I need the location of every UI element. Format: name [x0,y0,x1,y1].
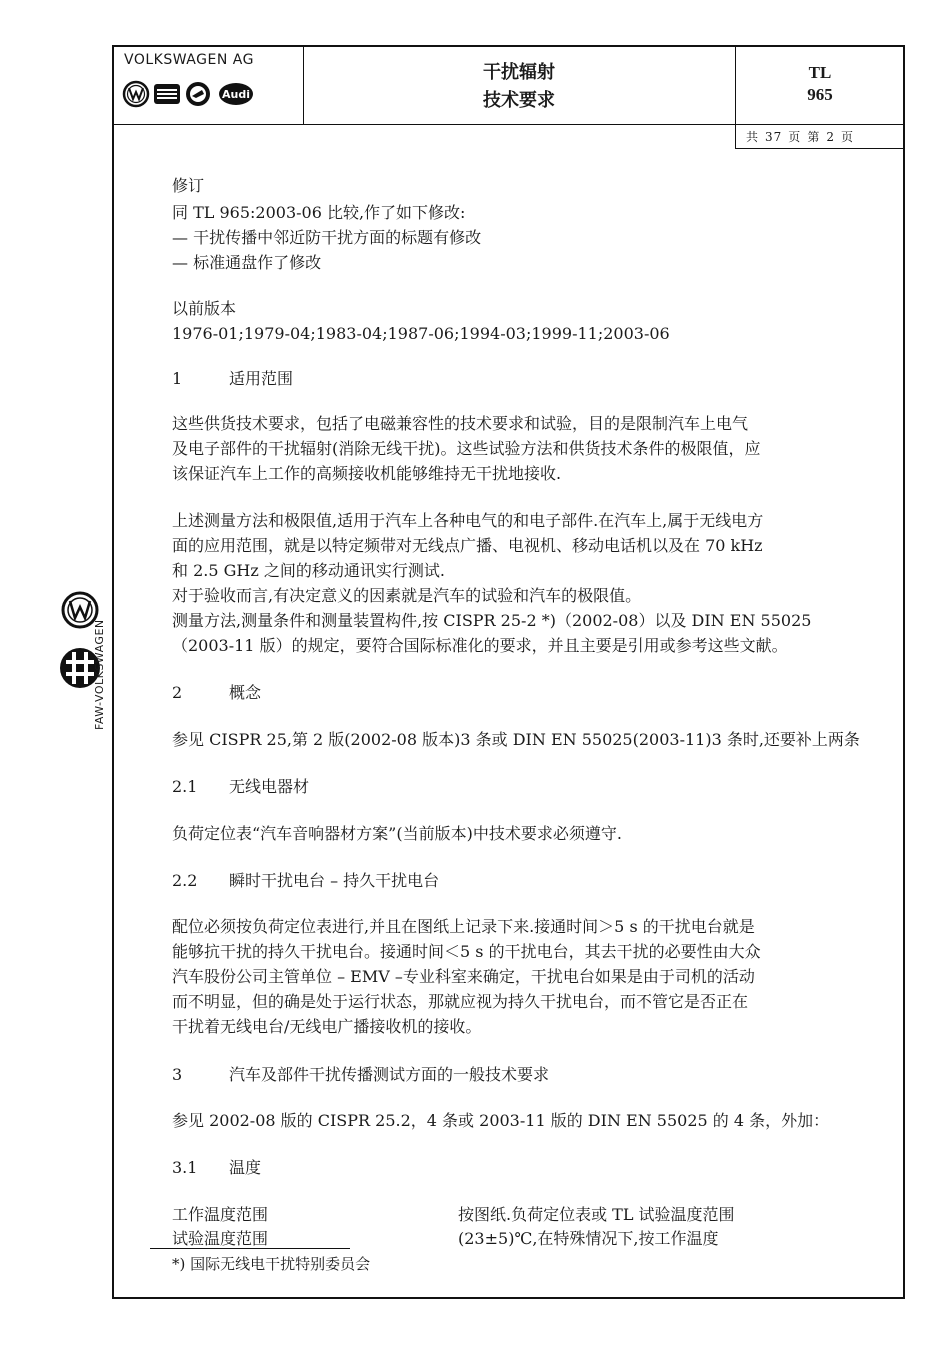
section-3-1-heading [172,1156,261,1179]
temperature-value: 按图纸.负荷定位表或 TL 试验温度范围 [458,1205,735,1224]
standard-code: TL [808,63,832,82]
section-number: 2.2 [172,871,198,890]
revision-intro: 同 TL 965:2003-06 比较,作了如下修改: [172,203,466,222]
page-current-label: 第 [807,130,821,144]
section-number: 3 [172,1065,183,1084]
section-title: 无线电器材 [229,777,310,796]
paragraph-line: （2003-11 版）的规定，要符合国际标准化的要求，并且主要是引用或参考这些文献。 [172,636,788,655]
vw-logo-icon [124,82,148,106]
paragraph-line: 参见 CISPR 25,第 2 版(2002-08 版本)3 条或 DIN EN 55025(2003-11)3 条时,还要补上两条 [172,730,860,749]
section-title: 汽车及部件干扰传播测试方面的一般技术要求 [229,1065,550,1084]
section-number: 2.1 [172,777,198,796]
standard-number: 965 [807,85,833,104]
paragraph-line: 参见 2002-08 版的 CISPR 25.2，4 条或 2003-11 版的 DIN EN 55025 的 4 条，外加： [172,1111,830,1130]
paragraph-line: 对于验收而言,有决定意义的因素就是汽车的试验和汽车的极限值。 [172,586,642,605]
page-total-label: 共 [746,130,760,144]
previous-versions: 1976-01;1979-04;1983-04;1987-06;1994-03;1999-11;2003-06 [172,324,670,343]
previous-heading: 以前版本 [172,299,237,318]
temperature-label: 试验温度范围 [172,1229,269,1248]
section-number: 3.1 [172,1158,198,1177]
page-info [746,128,860,145]
paragraph-line: 干扰着无线电台/无线电广播接收机的接收。 [172,1017,482,1036]
temperature-row [172,1227,719,1250]
temperature-label: 工作温度范围 [172,1205,269,1224]
footnote-rule [150,1248,350,1249]
section-number: 2 [172,683,183,702]
paragraph-line: 配位必须按负荷定位表进行,并且在图纸上记录下来.接通时间＞5 s 的干扰电台就是 [172,917,755,936]
paragraph-line: 和 2.5 GHz 之间的移动通讯实行测试. [172,561,445,580]
header-divider [112,124,905,125]
side-brand-text: FAW-VOLKSWAGEN [93,619,106,730]
section-2-1-heading [172,775,309,798]
section-title: 温度 [229,1158,262,1177]
seat-logo-icon [154,84,180,104]
revision-item: — 标准通盘作了修改 [172,253,322,272]
section-title: 概念 [229,683,262,702]
page-current: 2 [826,130,835,144]
page-info-divider [735,148,905,149]
section-3-heading [172,1063,549,1086]
doc-title-line1: 干扰辐射 [483,62,555,83]
section-2-2-heading [172,869,439,892]
paragraph-line: 汽车股份公司主管单位 – EMV –专业科室来确定，干扰电台如果是由于司机的活动 [172,967,755,986]
paragraph-line: 这些供货技术要求，包括了电磁兼容性的技术要求和试验，目的是限制汽车上电气 [172,414,749,433]
revision-heading: 修订 [172,176,205,195]
svg-text:Audi: Audi [222,88,250,101]
section-2-heading [172,681,261,704]
revision-item: — 干扰传播中邻近防干扰方面的标题有修改 [172,228,482,247]
company-name: VOLKSWAGEN AG [124,52,254,68]
page-total: 37 [765,130,783,144]
section-1-heading [172,367,293,390]
section-number: 1 [172,369,183,388]
page-unit: 页 [840,130,854,144]
vw-logo-icon [63,593,97,627]
paragraph-line: 负荷定位表“汽车音响器材方案”(当前版本)中技术要求必须遵守. [172,824,622,843]
paragraph-line: 能够抗干扰的持久干扰电台。接通时间＜5 s 的干扰电台，其去干扰的必要性由大众 [172,942,761,961]
paragraph-line: 及电子部件的干扰辐射(消除无线干扰)。这些试验方法和供货技术条件的极限值，应 [172,439,761,458]
header-column-divider [303,45,304,125]
temperature-row [172,1203,735,1226]
paragraph-line: 上述测量方法和极限值,适用于汽车上各种电气的和电子部件.在汽车上,属于无线电方 [172,511,764,530]
brand-logos [122,80,282,108]
section-title: 瞬时干扰电台 – 持久干扰电台 [229,871,440,890]
paragraph-line: 该保证汽车上工作的高频接收机能够维持无干扰地接收. [172,464,562,483]
audi-logo-icon [219,83,253,105]
paragraph-line: 而不明显，但的确是处于运行状态，那就应视为持久干扰电台，而不管它是否正在 [172,992,749,1011]
skoda-logo-icon [186,82,210,106]
temperature-value: (23±5)℃,在特殊情况下,按工作温度 [458,1229,719,1248]
paragraph-line: 测量方法,测量条件和测量装置构件,按 CISPR 25-2 *)（2002-08）以及 DIN EN 55025 [172,611,812,630]
page-unit: 页 [788,130,802,144]
section-title: 适用范围 [229,369,294,388]
doc-title-line2: 技术要求 [483,90,555,111]
paragraph-line: 面的应用范围，就是以特定频带对无线点广播、电视机、移动电话机以及在 70 kHz [172,536,763,555]
footnote: *) 国际无线电干扰特别委员会 [172,1255,371,1273]
